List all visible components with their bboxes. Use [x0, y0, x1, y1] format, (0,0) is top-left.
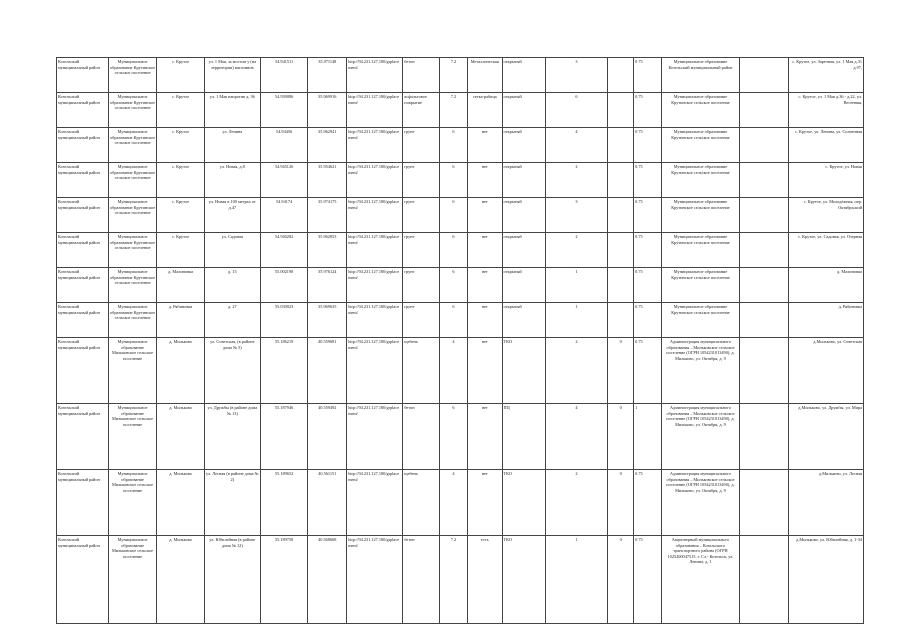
table-cell: Козельский муниципальный район [57, 128, 109, 163]
table-row [57, 58, 864, 93]
table-cell: 0.75 [634, 303, 662, 338]
table-cell: 40.559681 [308, 338, 347, 404]
table-cell: д. Рябиновка [157, 303, 204, 338]
table-cell: 6 [439, 303, 467, 338]
table-cell: Муниципальное образование Мильковское сельское поселение [108, 338, 157, 404]
table-cell: Муниципальное образование Крутинское сельское поселение [662, 128, 740, 163]
table-cell: 1 [545, 268, 608, 303]
table-cell [608, 303, 634, 338]
table-cell: открытый [502, 163, 545, 198]
table-cell: http://94.231.127.180/grplacement/ [347, 470, 403, 536]
table-cell: 7.2 [439, 93, 467, 128]
table-cell: 0.75 [634, 128, 662, 163]
table-cell: д. 27 [204, 303, 260, 338]
table-cell: 0.75 [634, 233, 662, 268]
table-cell: 0 [608, 404, 634, 470]
table-cell: 35.954621 [308, 163, 347, 198]
table-cell: 35.962941 [308, 128, 347, 163]
table-row [57, 536, 864, 624]
table-cell: 54.945126 [260, 163, 307, 198]
table-cell: Муниципальное образование Козельский муниципальный район [662, 58, 740, 93]
table-cell [739, 338, 789, 404]
table-cell: 35.971148 [308, 58, 347, 93]
table-cell: д. Мильково [157, 536, 204, 624]
table-cell: Козельский муниципальный район [57, 93, 109, 128]
table-row [57, 198, 864, 233]
table-cell [739, 303, 789, 338]
table-cell: нет [468, 303, 503, 338]
table-cell: http://94.231.127.180/grplacement/ [347, 198, 403, 233]
table-cell: ул. Новая в 100 метрах от д.47 [204, 198, 260, 233]
table-cell: нет [468, 198, 503, 233]
table-cell: 0.75 [634, 58, 662, 93]
table-cell: http://94.231.127.180/grplacement/ [347, 93, 403, 128]
table-cell: ул. Садовая [204, 233, 260, 268]
table-cell: грунт [403, 198, 440, 233]
table-cell: 2 [545, 470, 608, 536]
table-cell: Козельский муниципальный район [57, 58, 109, 93]
table-cell: ТКО [502, 470, 545, 536]
table-cell: 6 [439, 233, 467, 268]
table-cell: д. Мильково [157, 338, 204, 404]
table-cell: 55.189652 [260, 470, 307, 536]
table-cell: ул. 1 Мая, за мостом у (на территории) магазинов [204, 58, 260, 93]
table-cell: с. Крутое, ул. Ленина, ул. Солнечная [789, 128, 864, 163]
table-cell: д. 15 [204, 268, 260, 303]
table-cell: 0 [608, 338, 634, 404]
table-cell [739, 163, 789, 198]
table-cell: 1 [545, 303, 608, 338]
table-cell: с. Крутое, ул. Заречная, ул. 1 Мая д.31 д.97, [789, 58, 864, 93]
table-cell: Муниципальное образование Крутинское сельское поселение [108, 233, 157, 268]
table-cell: с. Крутое [157, 93, 204, 128]
table-cell: ул. Советская, (в районе дома № 5) [204, 338, 260, 404]
table-cell: http://94.231.127.180/grplacement/ [347, 128, 403, 163]
table-cell: грунт [403, 233, 440, 268]
table-cell: асфальтовое покрытие [403, 93, 440, 128]
table-cell: 40.559492 [308, 404, 347, 470]
table-cell: нет [468, 233, 503, 268]
table-cell: д. Мильково [157, 470, 204, 536]
table-cell [608, 233, 634, 268]
table-cell: 6 [545, 93, 608, 128]
table-cell: Муниципальное образование Мильковское сельское поселение [108, 404, 157, 470]
table-cell: 54.941511 [260, 58, 307, 93]
table-cell: 6 [439, 268, 467, 303]
table-cell [739, 233, 789, 268]
table-cell: открытый [502, 198, 545, 233]
table-cell: Козельский муниципальный район [57, 404, 109, 470]
table-row [57, 268, 864, 303]
table-cell: Муниципальное образование Крутинское сельское поселение [662, 303, 740, 338]
table-cell: грунт [403, 128, 440, 163]
table-cell: http://94.231.127.180/grplacement/ [347, 303, 403, 338]
table-cell: открытый [502, 303, 545, 338]
table-cell: 2 [545, 233, 608, 268]
table-cell: Козельский муниципальный район [57, 268, 109, 303]
table-cell: 6 [439, 128, 467, 163]
table-cell: 0.75 [634, 163, 662, 198]
table-cell: ТКО [502, 536, 545, 624]
table-cell: сетка-рабица [468, 93, 503, 128]
table-cell [608, 128, 634, 163]
table-cell: д. Мильково [157, 404, 204, 470]
table-cell: Козельский муниципальный район [57, 338, 109, 404]
table-body [57, 58, 864, 624]
table-cell: 1 [545, 536, 608, 624]
table-cell: с. Крутое [157, 198, 204, 233]
table-cell: 35.974175 [308, 198, 347, 233]
table-cell: 40.561151 [308, 470, 347, 536]
table-cell: ПЦ [502, 404, 545, 470]
table-cell: Муниципальное образование Крутинское сельское поселение [662, 198, 740, 233]
table-cell: есть [468, 536, 503, 624]
table-cell: д.Мильково, ул. Юбилейная, д. 1-34 [789, 536, 864, 624]
table-cell: Муниципальное образование Крутинское сельское поселение [108, 58, 157, 93]
table-cell: 0.75 [634, 338, 662, 404]
table-cell: бетон [403, 404, 440, 470]
table-cell: открытый [502, 268, 545, 303]
table-cell: Муниципальное образование Крутинское сельское поселение [108, 163, 157, 198]
table-cell: 4 [439, 338, 467, 404]
table-cell: http://94.231.127.180/grplacement/ [347, 58, 403, 93]
table-cell: с. Крутое [157, 233, 204, 268]
table-cell: 55.002198 [260, 268, 307, 303]
table-cell: 35.969916 [308, 93, 347, 128]
table-cell: Муниципальное образование Крутинское сельское поселение [662, 163, 740, 198]
table-cell: ТКО [502, 338, 545, 404]
table-cell: д. Малиновка [789, 268, 864, 303]
table-cell: Муниципальное образование Мильковское сельское поселение [108, 470, 157, 536]
table-cell: щебень [403, 470, 440, 536]
table-cell: Муниципальное образование Крутинское сельское поселение [108, 128, 157, 163]
table-cell: 7.2 [439, 536, 467, 624]
table-cell: 3 [545, 198, 608, 233]
table-cell: 2 [545, 163, 608, 198]
table-cell: грунт [403, 303, 440, 338]
table-cell [739, 93, 789, 128]
table-cell: 55.186219 [260, 338, 307, 404]
table-cell: 0.75 [634, 198, 662, 233]
table-cell: ул. Лесная (в районе дома № 2) [204, 470, 260, 536]
table-cell: 55.030923 [260, 303, 307, 338]
table-cell: 4 [545, 404, 608, 470]
table-row [57, 233, 864, 268]
table-cell: открытый [502, 128, 545, 163]
table-cell: 54.939086 [260, 93, 307, 128]
table-cell: 4 [545, 128, 608, 163]
table-cell: 54.940282 [260, 233, 307, 268]
table-cell: д.Мильково, ул. Советская [789, 338, 864, 404]
table-cell: нет [468, 268, 503, 303]
table-cell: http://94.231.127.180/grplacement/ [347, 233, 403, 268]
table-cell [739, 470, 789, 536]
table-cell: ул. Новая, д.8 [204, 163, 260, 198]
table-cell: бетон [403, 536, 440, 624]
waste-sites-table [56, 57, 864, 624]
table-cell: бетон [403, 58, 440, 93]
table-cell: Муниципальное образование Крутинское сельское поселение [662, 93, 740, 128]
table-cell: Металлическая [468, 58, 503, 93]
table-cell: Козельский муниципальный район [57, 303, 109, 338]
table-cell: открытый [502, 58, 545, 93]
table-row [57, 470, 864, 536]
table-cell: 0.75 [634, 268, 662, 303]
table-cell: 40.568668 [308, 536, 347, 624]
table-cell: нет [468, 163, 503, 198]
table-cell: Муниципальное образование Крутинское сельское поселение [108, 198, 157, 233]
table-cell [739, 198, 789, 233]
table-cell: Администрация муниципального образования – Мильковское сельское поселение (ОГРН 1054231013490), д. Мильково, ул. Октября, д. 9 [662, 470, 740, 536]
table-cell [739, 268, 789, 303]
table-row [57, 93, 864, 128]
table-cell: нет [468, 338, 503, 404]
table-cell: с. Крутое, ул. Новая [789, 163, 864, 198]
table-cell: http://94.231.127.180/grplacement/ [347, 338, 403, 404]
table-cell: 35.962853 [308, 233, 347, 268]
table-cell: нет [468, 404, 503, 470]
table-cell: ул. Ленина [204, 128, 260, 163]
table-cell: 0.75 [634, 93, 662, 128]
table-cell: 35.969635 [308, 303, 347, 338]
table-cell: Козельский муниципальный район [57, 536, 109, 624]
table-cell: 3 [545, 58, 608, 93]
table-cell: 6 [439, 198, 467, 233]
table-cell: 7.2 [439, 58, 467, 93]
table-cell: ул. Дружбы (в районе дома № 13) [204, 404, 260, 470]
table-cell: 6 [439, 404, 467, 470]
table-cell: http://94.231.127.180/grplacement/ [347, 404, 403, 470]
table-cell: Муниципальное образование Крутинское сельское поселение [108, 93, 157, 128]
table-cell: 0 [608, 536, 634, 624]
table-cell: Козельский муниципальный район [57, 470, 109, 536]
table-cell: Муниципальное образование Крутинское сельское поселение [662, 268, 740, 303]
table-cell [608, 163, 634, 198]
table-cell: ул. 1 Мая напротив д. 36 [204, 93, 260, 128]
table-cell: д. Малиновка [157, 268, 204, 303]
table-cell: Козельский муниципальный район [57, 163, 109, 198]
table-cell: http://94.231.127.180/grplacement/ [347, 163, 403, 198]
table-cell: открытый [502, 93, 545, 128]
table-cell: Муниципальное образование Крутинское сельское поселение [108, 268, 157, 303]
table-cell: грунт [403, 268, 440, 303]
table-cell: с. Крутое [157, 128, 204, 163]
table-cell: ул. Юбилейная (в районе дома № 12) [204, 536, 260, 624]
table-cell: д.Мильково, ул. Дружбы, ул. Мира [789, 404, 864, 470]
table-cell: 54.94456 [260, 128, 307, 163]
table-cell: Администрация муниципального образования – Мильковское сельское поселение (ОГРН 1054231013490), д. Мильково, ул. Октября, д. 9 [662, 404, 740, 470]
table-cell [608, 58, 634, 93]
table-cell: 1 [634, 404, 662, 470]
table-cell: грунт [403, 163, 440, 198]
table-cell: Муниципальное образование Крутинское сельское поселение [662, 233, 740, 268]
table-cell [608, 268, 634, 303]
table-cell [739, 404, 789, 470]
table-cell: с. Крутое, ул. Молодёжная, пер. Октябрьский [789, 198, 864, 233]
table-row [57, 404, 864, 470]
table-cell: http://94.231.127.180/grplacement/ [347, 536, 403, 624]
table-cell: 2 [545, 338, 608, 404]
table-cell: Муниципальное образование Мильковское сельское поселение [108, 536, 157, 624]
table-cell: Муниципальное образование Крутинское сельское поселение [108, 303, 157, 338]
table-cell: 35.976124 [308, 268, 347, 303]
table-cell: 4 [439, 470, 467, 536]
table-row [57, 128, 864, 163]
table-cell: http://94.231.127.180/grplacement/ [347, 268, 403, 303]
table-cell [739, 58, 789, 93]
table-cell: щебень [403, 338, 440, 404]
table-cell: с. Крутое, ул. 1 Мая д.36 - д.22, ул. Весенняя, [789, 93, 864, 128]
table-cell: 55.187946 [260, 404, 307, 470]
table-cell: Администрация муниципального образования – Мильковское сельское поселение (ОГРН 1054231013490), д. Мильково, ул. Октября, д. 9 [662, 338, 740, 404]
table-cell: 0.75 [634, 470, 662, 536]
table-cell: 55.189758 [260, 536, 307, 624]
table-cell: 0 [608, 470, 634, 536]
table-cell: 54.94174 [260, 198, 307, 233]
table-row [57, 338, 864, 404]
table-cell: д. Рябиновка [789, 303, 864, 338]
table-cell: 6 [439, 163, 467, 198]
table-cell [608, 198, 634, 233]
table-cell [739, 128, 789, 163]
table-cell: 0.75 [634, 536, 662, 624]
table-cell [739, 536, 789, 624]
table-cell [608, 93, 634, 128]
table-cell: с. Крутое [157, 163, 204, 198]
table-row [57, 163, 864, 198]
table-cell: Козельский муниципальный район [57, 198, 109, 233]
table-cell: с. Крутое, ул. Садовая, ул. Озерная [789, 233, 864, 268]
table-cell: Козельский муниципальный район [57, 233, 109, 268]
table-cell: д.Мильково, ул. Лесная [789, 470, 864, 536]
table-cell: открытый [502, 233, 545, 268]
table-cell: с. Крутое [157, 58, 204, 93]
table-cell: Акционерный муниципального образования – Козельского транспортного района (ОГРН 1025200047515, г. Сл.- Козельск, ул. Ленина, д. 1 [662, 536, 740, 624]
table-row [57, 303, 864, 338]
table-cell: нет [468, 470, 503, 536]
table-cell: нет [468, 128, 503, 163]
